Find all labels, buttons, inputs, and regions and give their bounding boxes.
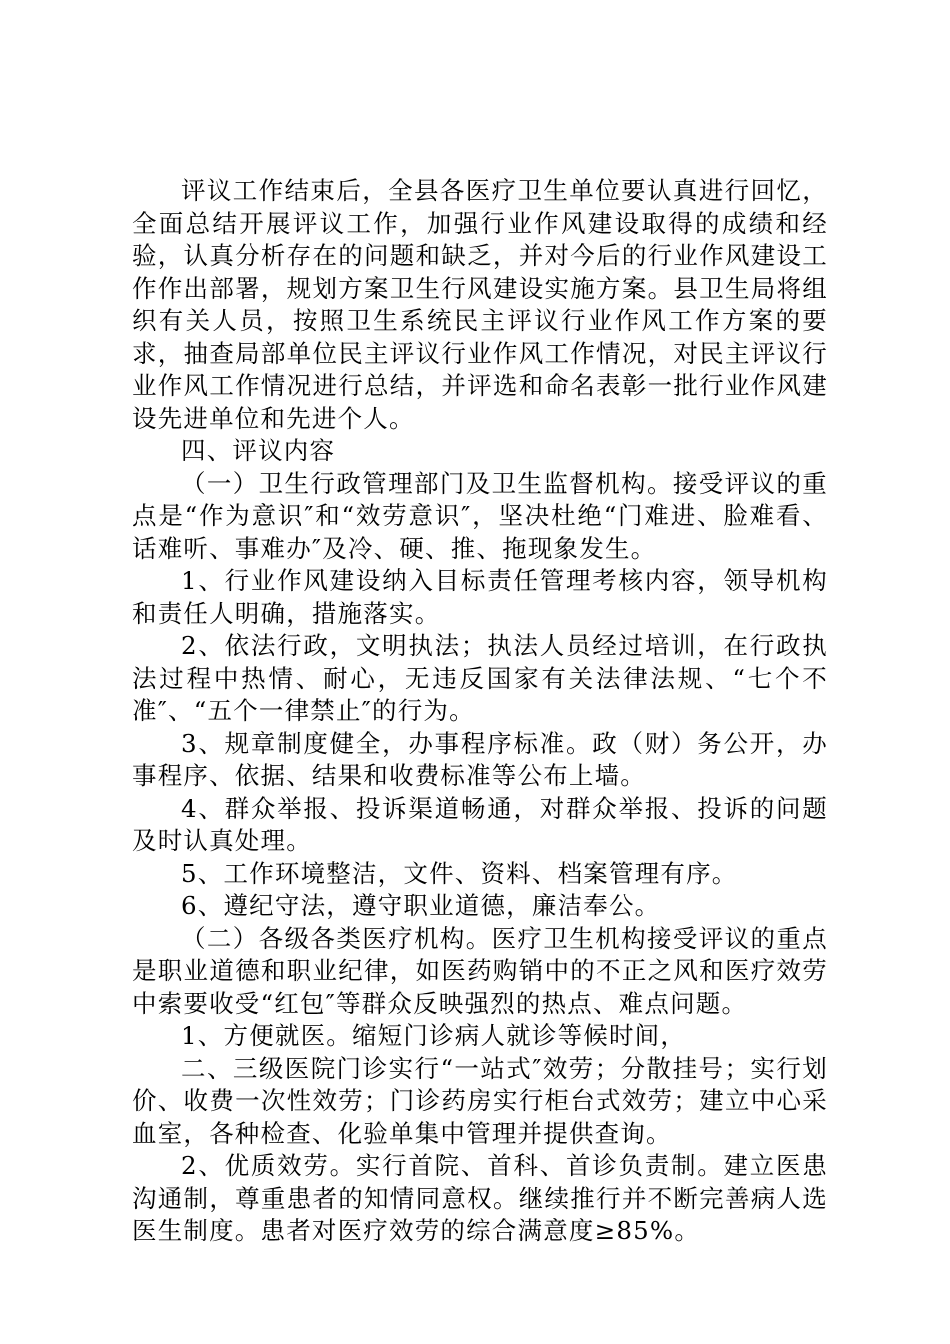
list-item-5: 5、工作环境整洁，文件、资料、档案管理有序。 (181, 858, 738, 888)
paragraph-medical-institutions: （二）各级各类医疗机构。医疗卫生机构接受评议的重点是职业道德和职业纪律，如医药购销中的不正之风和医疗效劳中索要收受“红包″等群众反映强烈的热点、难点问题。 (132, 923, 828, 1018)
list-item-6: 6、遵纪守法，遵守职业道德，廉洁奉公。 (181, 891, 661, 920)
list-item-2: 2、依法行政，文明执法；执法人员经过培训，在行政执法过程中热情、耐心，无违反国家有关法律法规、“七个不准″、“五个一律禁止″的行为。 (132, 631, 828, 725)
list-item-3: 3、规章制度健全，办事程序标准。政（财）务公开，办事程序、依据、结果和收费标准等公布上墙。 (132, 728, 828, 790)
paragraph-hospital-services: 二、三级医院门诊实行“一站式″效劳；分散挂号；实行划价、收费一次性效劳；门诊药房实行柜台式效劳；建立中心采血室，各种检查、化验单集中管理并提供查询。 (132, 1053, 828, 1148)
list-item-convenient-care: 1、方便就医。缩短门诊病人就诊等候时间， (181, 1021, 687, 1050)
list-item-1: 1、行业作风建设纳入目标责任管理考核内容，领导机构和责任人明确，措施落实。 (132, 566, 828, 628)
document-body (132, 175, 828, 1248)
paragraph-admin-departments: （一）卫生行政管理部门及卫生监督机构。接受评议的重点是“作为意识″和“效劳意识″，坚决杜绝“门难进、脸难看、话难听、事难办″及冷、硬、推、拖现象发生。 (132, 468, 828, 563)
list-item-4: 4、群众举报、投诉渠道畅通，对群众举报、投诉的问题及时认真处理。 (132, 793, 828, 855)
list-item-quality-service: 2、优质效劳。实行首院、首科、首诊负责制。建立医患沟通制，尊重患者的知情同意权。继续推行并不断完善病人选医生制度。患者对医疗效劳的综合满意度≥85%。 (132, 1151, 828, 1245)
paragraph-summary: 评议工作结束后，全县各医疗卫生单位要认真进行回忆，全面总结开展评议工作，加强行业作风建设取得的成绩和经验，认真分析存在的问题和缺乏，并对今后的行业作风建设工作作出部署，规划方案卫生行风建设实施方案。县卫生局将组织有关人员，按照卫生系统民主评议行业作风工作方案的要求，抽查局部单位民主评议行业作风工作情况，对民主评议行业作风工作情况进行总结，并评选和命名表彰一批行业作风建设先进单位和先进个人。 (132, 176, 828, 433)
section-heading-evaluation-content: 四、评议内容 (181, 436, 336, 465)
